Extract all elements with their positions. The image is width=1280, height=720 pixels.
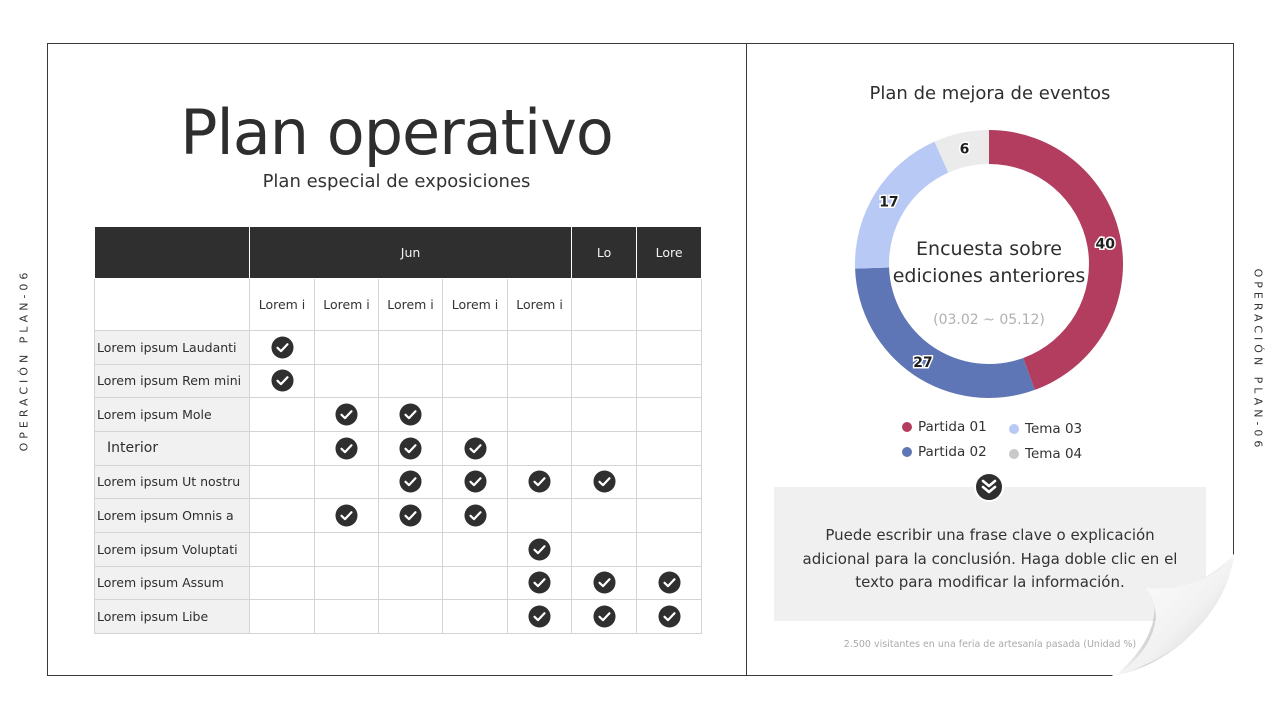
subheader-cell: Lorem i <box>250 278 315 330</box>
row-label: Lorem ipsum Omnis a <box>95 499 250 533</box>
donut-value-label: 40 <box>1095 236 1115 253</box>
legend-swatch <box>1009 424 1019 434</box>
chart-center-date[interactable]: (03.02 ~ 05.12) <box>933 312 1045 328</box>
row-label: Lorem ipsum Rem mini <box>95 364 250 398</box>
donut-value-label: 6 <box>959 141 970 158</box>
legend-swatch <box>902 422 912 432</box>
subheader-cell: Lorem i <box>379 278 443 330</box>
row-label: Lorem ipsum Laudanti <box>95 330 250 364</box>
row-label: Lorem ipsum Voluptati <box>95 532 250 566</box>
legend-item-tema-04 <box>1009 446 1082 462</box>
legend-label: Partida 02 <box>918 444 987 460</box>
legend-label: Tema 03 <box>1025 421 1083 437</box>
side-label-right: OPERACIÓN PLAN-06 <box>1251 268 1265 452</box>
row-label: Interior <box>95 431 250 465</box>
row-label: Lorem ipsum Assum <box>95 566 250 600</box>
legend-item-partida-02 <box>902 444 987 460</box>
row-label: Lorem ipsum Ut nostru <box>95 465 250 499</box>
row-label: Lorem ipsum Mole <box>95 398 250 432</box>
legend-label: Tema 04 <box>1025 446 1083 462</box>
legend-label: Partida 01 <box>918 419 987 435</box>
header-group-jun: Jun <box>250 227 572 279</box>
legend-swatch <box>902 447 912 457</box>
chart-title[interactable]: Plan de mejora de eventos <box>869 83 1111 104</box>
page-subtitle[interactable]: Plan especial de exposiciones <box>262 171 531 192</box>
side-label-left: OPERACIÓN PLAN-06 <box>17 268 31 452</box>
chart-center-line1[interactable]: Encuesta sobre <box>916 238 1062 260</box>
subheader-cell: Lorem i <box>315 278 379 330</box>
chart-center-line2[interactable]: ediciones anteriores <box>892 265 1086 287</box>
subheader-cell: Lorem i <box>443 278 508 330</box>
row-label: Lorem ipsum Libe <box>95 600 250 634</box>
donut-value-label: 17 <box>879 194 899 211</box>
header-group-lore: Lore <box>637 227 702 279</box>
subheader-cell: Lorem i <box>508 278 572 330</box>
legend-item-partida-01 <box>902 419 987 435</box>
conclusion-text[interactable]: Puede escribir una frase clave o explicación adicional para la conclusión. Haga doble clic en el texto para modificar la información. <box>802 526 1178 591</box>
donut-slice-2 <box>855 267 1035 398</box>
page-title[interactable]: Plan operativo <box>180 96 613 169</box>
legend-swatch <box>1009 449 1019 459</box>
legend-item-tema-03 <box>1009 421 1082 437</box>
header-group-lo: Lo <box>572 227 637 279</box>
chevron-double-down-icon <box>974 472 1004 502</box>
page-curl-decoration <box>1110 552 1236 678</box>
donut-value-label: 27 <box>913 354 933 371</box>
source-note[interactable]: 2.500 visitantes en una feria de artesanía pasada (Unidad %) <box>843 639 1137 650</box>
